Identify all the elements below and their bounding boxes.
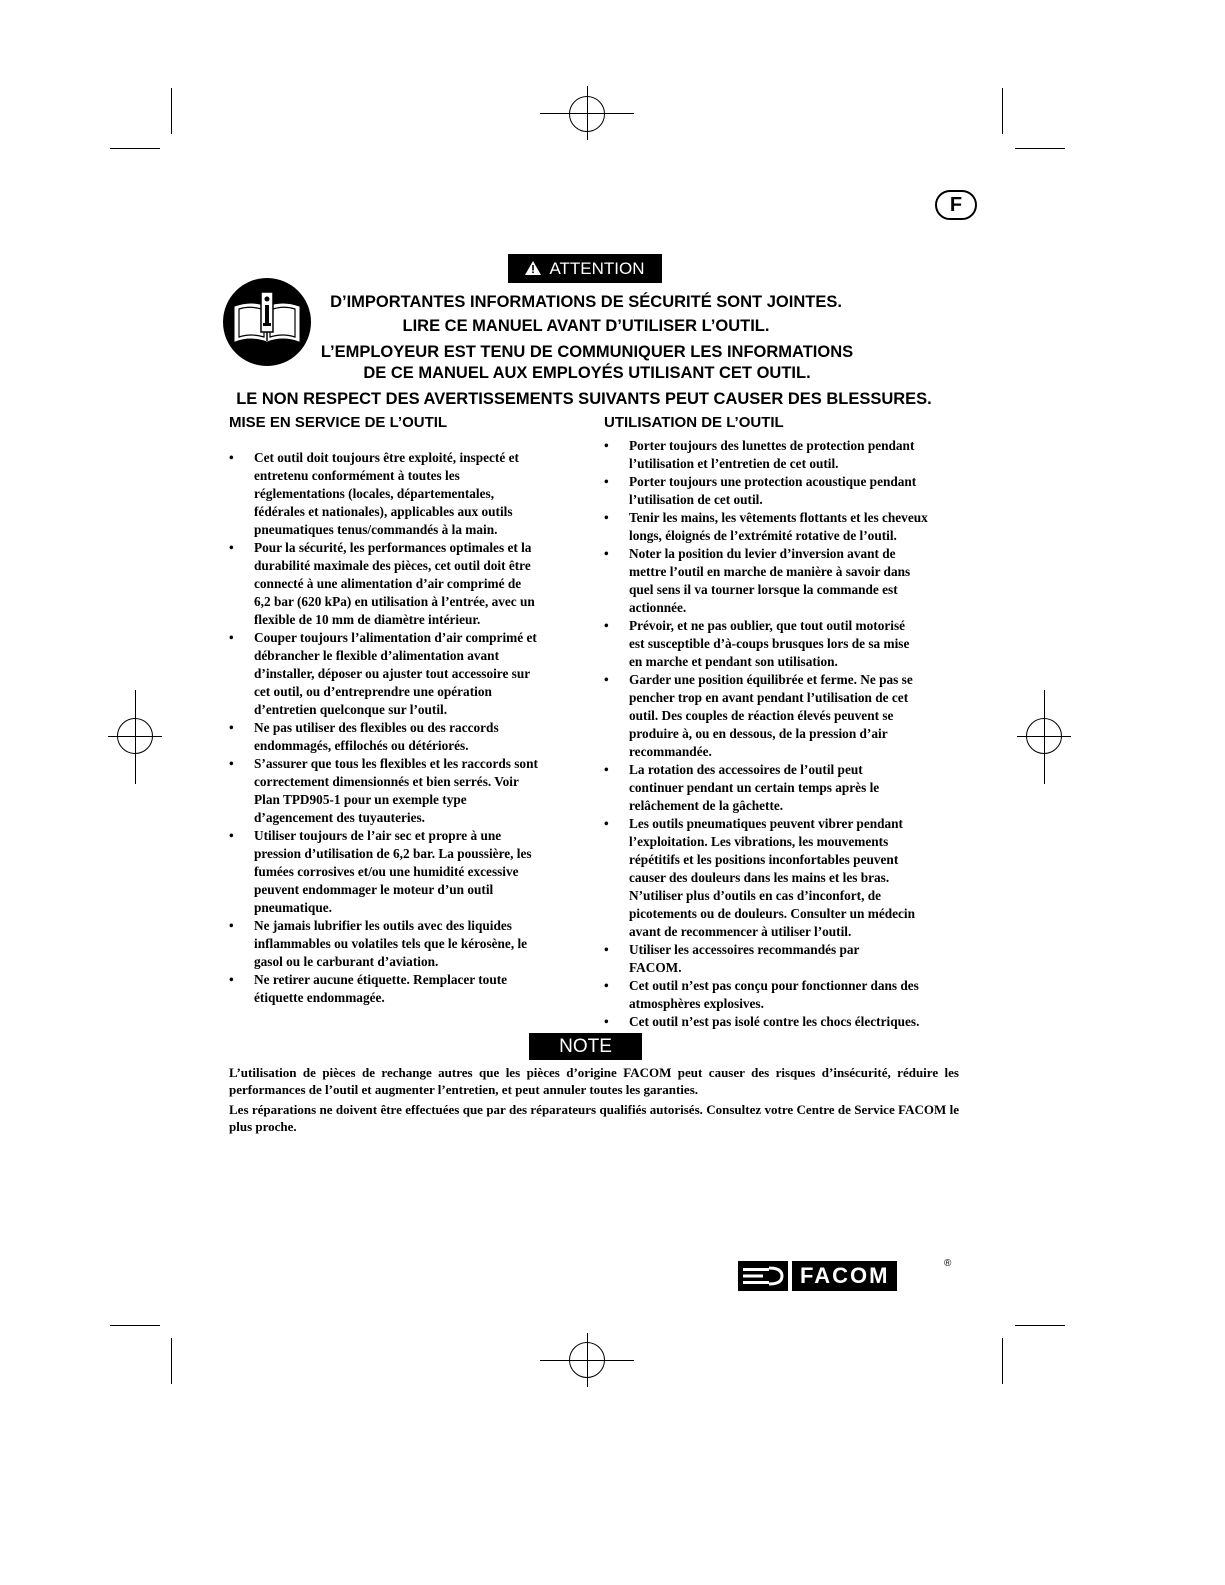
brand-logo: FACOM — [792, 1261, 897, 1291]
heading-warning-injury: LE NON RESPECT DES AVERTISSEMENTS SUIVANTS PEUT CAUSER DES BLESSURES. — [236, 390, 932, 408]
left-bullet-item — [229, 755, 574, 827]
bullet-line: fumées corrosives et/ou une humidité excessive — [254, 864, 519, 879]
bullet-icon: • — [229, 918, 234, 933]
bullet-line: d’agencement des tuyauteries. — [254, 810, 425, 825]
bullet-icon: • — [604, 546, 609, 561]
bullet-line: cet outil, ou d’entreprendre une opération — [254, 684, 492, 699]
heading-read-manual: LIRE CE MANUEL AVANT D’UTILISER L’OUTIL. — [402, 317, 770, 335]
left-bullet-item — [229, 971, 574, 1007]
bullet-line: Noter la position du levier d’inversion avant de — [629, 546, 896, 561]
left-bullet-item — [229, 827, 574, 917]
bullet-line: l’exploitation. Les vibrations, les mouvements — [629, 834, 889, 849]
bullet-line: Porter toujours des lunettes de protection pendant — [629, 438, 915, 453]
bullet-line: correctement dimensionnés et bien serrés. Voir — [254, 774, 519, 789]
crop-mark — [1015, 1325, 1065, 1326]
right-bullet-list — [604, 437, 964, 1031]
bullet-icon: • — [604, 816, 609, 831]
bullet-line: causer des douleurs dans les mains et les bras. — [629, 870, 890, 885]
left-bullet-item — [229, 719, 574, 755]
bullet-icon: • — [229, 720, 234, 735]
bullet-icon: • — [604, 942, 609, 957]
bullet-line: en marche et pendant son utilisation. — [629, 654, 838, 669]
bullet-line: Ne retirer aucune étiquette. Remplacer toute — [254, 972, 508, 987]
right-bullet-item — [604, 671, 964, 761]
warning-triangle-icon — [525, 261, 541, 275]
left-bullet-list — [229, 449, 574, 1007]
bullet-line: pencher trop en avant pendant l’utilisation de cet — [629, 690, 909, 705]
bullet-line: l’utilisation de cet outil. — [629, 492, 763, 507]
note-paragraph-repairs: Les réparations ne doivent être effectuées que par des réparateurs qualifiés autorisés. Consultez votre Centre de Service FACOM le plus proche. — [229, 1102, 959, 1134]
bullet-line: longs, éloignés de l’extrémité rotative de l’outil. — [629, 528, 897, 543]
bullet-line: quel sens il va tourner lorsque la commande est — [629, 582, 898, 597]
bullet-line: N’utiliser plus d’outils en cas d’inconfort, de — [629, 888, 882, 903]
bullet-line: Ne pas utiliser des flexibles ou des raccords — [254, 720, 499, 735]
bullet-line: recommandée. — [629, 744, 712, 759]
heading-employees: DE CE MANUEL AUX EMPLOYÉS UTILISANT CET OUTIL. — [363, 364, 811, 382]
note-paragraph-parts: L’utilisation de pièces de rechange autres que les pièces d’origine FACOM peut causer des risques d’insécurité, réduire les performances de l’outil et augmenter l’entretien, et peut annuler toutes les garanties. — [229, 1065, 959, 1097]
left-bullet-item — [229, 629, 574, 719]
bullet-line: est susceptible d’à-coups brusques lors de sa mise — [629, 636, 910, 651]
crop-mark — [110, 148, 160, 149]
bullet-line: pneumatique. — [254, 900, 332, 915]
bullet-line: débrancher le flexible d’alimentation avant — [254, 648, 499, 663]
bullet-line: Utiliser les accessoires recommandés par — [629, 942, 860, 957]
bullet-line: flexible de 10 mm de diamètre intérieur. — [254, 612, 481, 627]
bullet-icon: • — [229, 972, 234, 987]
bullet-icon: • — [604, 672, 609, 687]
crop-mark — [110, 1325, 160, 1326]
bullet-line: Cet outil n’est pas isolé contre les chocs électriques. — [629, 1014, 920, 1029]
right-bullet-item — [604, 473, 964, 509]
left-bullet-item — [229, 539, 574, 629]
bullet-line: FACOM. — [629, 960, 682, 975]
bullet-line: d’installer, déposer ou ajuster tout accessoire sur — [254, 666, 531, 681]
bullet-line: inflammables ou volatiles tels que le kérosène, le — [254, 936, 528, 951]
crop-mark — [171, 1338, 172, 1384]
bullet-line: Ne jamais lubrifier les outils avec des liquides — [254, 918, 512, 933]
bullet-icon: • — [604, 474, 609, 489]
bullet-line: fédérales et nationales), applicables aux outils — [254, 504, 513, 519]
attention-label: ATTENTION — [549, 259, 645, 278]
bullet-line: S’assurer que tous les flexibles et les raccords sont — [254, 756, 538, 771]
right-bullet-item — [604, 761, 964, 815]
bullet-line: peuvent endommager le moteur d’un outil — [254, 882, 494, 897]
crop-mark — [1002, 1338, 1003, 1384]
right-bullet-item — [604, 437, 964, 473]
bullet-icon: • — [604, 762, 609, 777]
bullet-line: entretenu conformément à toutes les — [254, 468, 460, 483]
facom-logo-mark — [738, 1261, 788, 1291]
note-banner: NOTE — [529, 1033, 642, 1060]
bullet-line: Les outils pneumatiques peuvent vibrer pendant — [629, 816, 903, 831]
bullet-line: Cet outil n’est pas conçu pour fonctionner dans des — [629, 978, 919, 993]
bullet-line: pneumatiques tenus/commandés à la main. — [254, 522, 498, 537]
bullet-icon: • — [229, 828, 234, 843]
heading-safety-info: D’IMPORTANTES INFORMATIONS DE SÉCURITÉ SONT JOINTES. — [330, 293, 842, 311]
bullet-line: avant de recommencer à utiliser l’outil. — [629, 924, 852, 939]
right-bullet-item — [604, 509, 964, 545]
bullet-line: mettre l’outil en marche de manière à savoir dans — [629, 564, 911, 579]
left-bullet-item — [229, 917, 574, 971]
bullet-line: réglementations (locales, départementales, — [254, 486, 495, 501]
bullet-icon: • — [229, 540, 234, 555]
bullet-icon: • — [604, 978, 609, 993]
bullet-line: Cet outil doit toujours être exploité, inspecté et — [254, 450, 519, 465]
bullet-icon: • — [604, 1014, 609, 1029]
bullet-line: relâchement de la gâchette. — [629, 798, 784, 813]
attention-banner — [508, 254, 662, 283]
right-bullet-item — [604, 977, 964, 1013]
bullet-line: produire à, ou en dessous, de la pression d’air — [629, 726, 888, 741]
right-column-title: UTILISATION DE L’OUTIL — [604, 414, 784, 431]
right-bullet-item — [604, 815, 964, 941]
bullet-line: l’utilisation et l’entretien de cet outil. — [629, 456, 839, 471]
bullet-line: Garder une position équilibrée et ferme. Ne pas se — [629, 672, 913, 687]
bullet-line: durabilité maximale des pièces, cet outil doit être — [254, 558, 531, 573]
bullet-line: outil. Des couples de réaction élevés peuvent se — [629, 708, 894, 723]
crop-mark — [1002, 88, 1003, 134]
crop-mark — [1015, 148, 1065, 149]
crop-mark — [171, 88, 172, 134]
bullet-line: d’entretien quelconque sur l’outil. — [254, 702, 448, 717]
bullet-icon: • — [604, 438, 609, 453]
bullet-icon: • — [229, 756, 234, 771]
bullet-line: pression d’utilisation de 6,2 bar. La poussière, les — [254, 846, 532, 861]
left-column-title: MISE EN SERVICE DE L’OUTIL — [229, 414, 448, 431]
bullet-line: répétitifs et les positions inconfortables peuvent — [629, 852, 899, 867]
bullet-line: 6,2 bar (620 kPa) en utilisation à l’entrée, avec un — [254, 594, 535, 609]
bullet-line: Prévoir, et ne pas oublier, que tout outil motorisé — [629, 618, 906, 633]
bullet-line: picotements ou de douleurs. Consulter un médecin — [629, 906, 916, 921]
right-bullet-item — [604, 1013, 964, 1031]
bullet-icon: • — [229, 450, 234, 465]
bullet-line: Plan TPD905-1 pour un exemple type — [254, 792, 467, 807]
language-badge: F — [935, 190, 977, 220]
bullet-line: gasol ou le carburant d’aviation. — [254, 954, 439, 969]
right-bullet-item — [604, 617, 964, 671]
bullet-line: continuer pendant un certain temps après le — [629, 780, 880, 795]
right-bullet-item — [604, 941, 964, 977]
right-bullet-item — [604, 545, 964, 617]
bullet-line: Tenir les mains, les vêtements flottants et les cheveux — [629, 510, 928, 525]
registration-mark-icon: ® — [944, 1258, 952, 1269]
bullet-line: Pour la sécurité, les performances optimales et la — [254, 540, 532, 555]
bullet-icon: • — [604, 510, 609, 525]
bullet-line: La rotation des accessoires de l’outil peut — [629, 762, 863, 777]
bullet-icon: • — [604, 618, 609, 633]
left-bullet-item — [229, 449, 574, 539]
facom-logo-icon — [738, 1261, 897, 1291]
bullet-line: Couper toujours l’alimentation d’air comprimé et — [254, 630, 537, 645]
bullet-line: Porter toujours une protection acoustique pendant — [629, 474, 917, 489]
bullet-line: Utiliser toujours de l’air sec et propre à une — [254, 828, 502, 843]
bullet-line: étiquette endommagée. — [254, 990, 385, 1005]
bullet-line: actionnée. — [629, 600, 687, 615]
bullet-icon: • — [229, 630, 234, 645]
bullet-line: atmosphères explosives. — [629, 996, 764, 1011]
bullet-line: connecté à une alimentation d’air comprimé de — [254, 576, 522, 591]
heading-employer: L’EMPLOYEUR EST TENU DE COMMUNIQUER LES INFORMATIONS — [320, 343, 854, 361]
info-manual-icon — [221, 277, 313, 367]
bullet-line: endommagés, effilochés ou détériorés. — [254, 738, 469, 753]
